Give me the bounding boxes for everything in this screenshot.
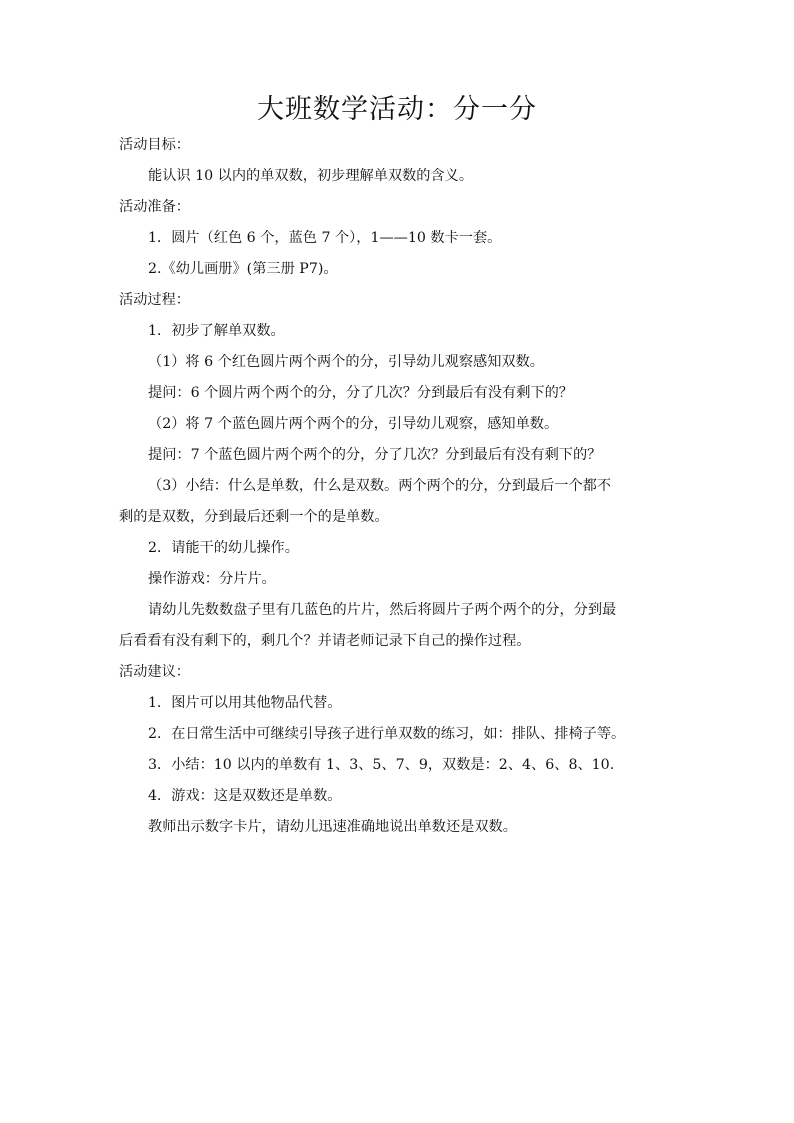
suggest-item-4: 4．游戏：这是双数还是单数。 — [148, 788, 342, 804]
goal-heading: 活动目标： — [119, 137, 190, 153]
suggest-item-4-desc: 教师出示数字卡片，请幼儿迅速准确地说出单数还是双数。 — [148, 819, 517, 835]
suggest-item-2: 2．在日常生活中可继续引导孩子进行单双数的练习，如：排队、排椅子等。 — [148, 726, 626, 742]
suggest-item-1: 1．图片可以用其他物品代替。 — [148, 695, 342, 711]
prep-heading: 活动准备： — [119, 199, 190, 215]
document-body — [119, 130, 679, 843]
suggest-item-3: 3．小结：10 以内的单数有 1、3、5、7、9，双数是：2、4、6、8、10. — [148, 757, 615, 773]
process-game: 操作游戏：分片片。 — [148, 571, 276, 587]
process-step-1: 1．初步了解单双数。 — [148, 323, 285, 339]
prep-item-2: 2.《幼儿画册》(第三册 P7)。 — [148, 261, 338, 277]
process-summary-line-2: 剩的是双数，分到最后还剩一个的是单数。 — [119, 509, 389, 525]
process-step-2: 2．请能干的幼儿操作。 — [148, 540, 299, 556]
process-heading: 活动过程： — [119, 292, 190, 308]
process-summary-line-1: （3）小结：什么是单数，什么是双数。两个两个的分，分到最后一个都不 — [148, 478, 612, 494]
suggest-heading: 活动建议： — [119, 664, 190, 680]
process-desc-line-1: 请幼儿先数数盘子里有几蓝色的片片，然后将圆片子两个两个的分，分到最 — [148, 602, 617, 618]
prep-item-1: 1．圆片（红色 6 个，蓝色 7 个），1——10 数卡一套。 — [148, 230, 502, 246]
document-title: 大班数学活动：分一分 — [257, 94, 537, 125]
process-question-2: 提问：7 个蓝色圆片两个两个的分，分了几次？分到最后有没有剩下的？ — [148, 447, 602, 463]
goal-text: 能认识 10 以内的单双数，初步理解单双数的含义。 — [148, 168, 474, 184]
process-step-1-1: （1）将 6 个红色圆片两个两个的分，引导幼儿观察感知双数。 — [148, 354, 544, 370]
process-question-1: 提问：6 个圆片两个两个的分，分了几次？分到最后有没有剩下的？ — [148, 385, 573, 401]
process-step-1-2: （2）将 7 个蓝色圆片两个两个的分，引导幼儿观察，感知单数。 — [148, 416, 559, 432]
process-desc-line-2: 后看看有没有剩下的，剩几个？并请老师记录下自己的操作过程。 — [119, 633, 531, 649]
